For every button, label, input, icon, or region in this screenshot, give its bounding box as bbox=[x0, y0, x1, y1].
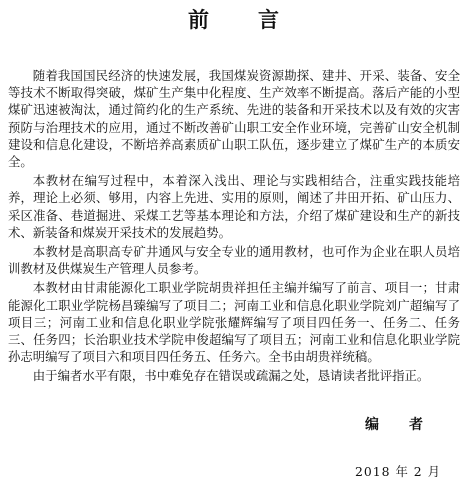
page-title: 前 言 bbox=[188, 8, 293, 32]
paragraph-2: 本教材在编写过程中，本着深入浅出、理论与实践相结合，注重实践技能培养，理论上必须、够用，内容上先进、实用的原则，阐述了井田开拓、矿山压力、采区准备、巷道掘进、采煤工艺等基本理论和方法，介绍了煤矿建设和生产的新技术、新装备和煤炭开采技术的发展趋势。 bbox=[8, 173, 460, 240]
signature-date: 2018 年 2 月 bbox=[354, 464, 441, 479]
author-signature: 编 者 bbox=[365, 417, 431, 433]
paragraph-5: 由于编者水平有限，书中难免存在错误或疏漏之处，恳请读者批评指正。 bbox=[32, 368, 430, 384]
paragraph-4: 本教材由甘肃能源化工职业学院胡贵祥担任主编并编写了前言、项目一；甘肃能源化工职业学院杨昌臻编写了项目二；河南工业和信息化职业学院刘广超编写了项目三；河南工业和信息化职业学院张耀辉编写了项目四任务一、任务二、任务三、任务四；长治职业技术学院申俊超编写了项目五；河南工业和信息化职业学院孙志明编写了项目六和项目四任务五、任务六。全书由胡贵祥统稿。 bbox=[8, 280, 460, 365]
preface-body bbox=[8, 67, 460, 385]
paragraph-1: 随着我国国民经济的快速发展，我国煤炭资源勘探、建井、开采、装备、安全等技术不断取得突破，煤矿生产集中化程度、生产效率不断提高。落后产能的小型煤矿迅速被淘汰，通过简约化的生产系统、先进的装备和开采技术以及有效的灾害预防与治理技术的应用，通过不断改善矿山职工安全作业环境，完善矿山安全机制建设和信息化建设，不断培养高素质矿山职工队伍，逐步建立了煤矿生产的本质安全。 bbox=[8, 68, 460, 170]
paragraph-3: 本教材是高职高专矿井通风与安全专业的通用教材，也可作为企业在职人员培训教材及供煤炭生产管理人员参考。 bbox=[8, 244, 460, 277]
